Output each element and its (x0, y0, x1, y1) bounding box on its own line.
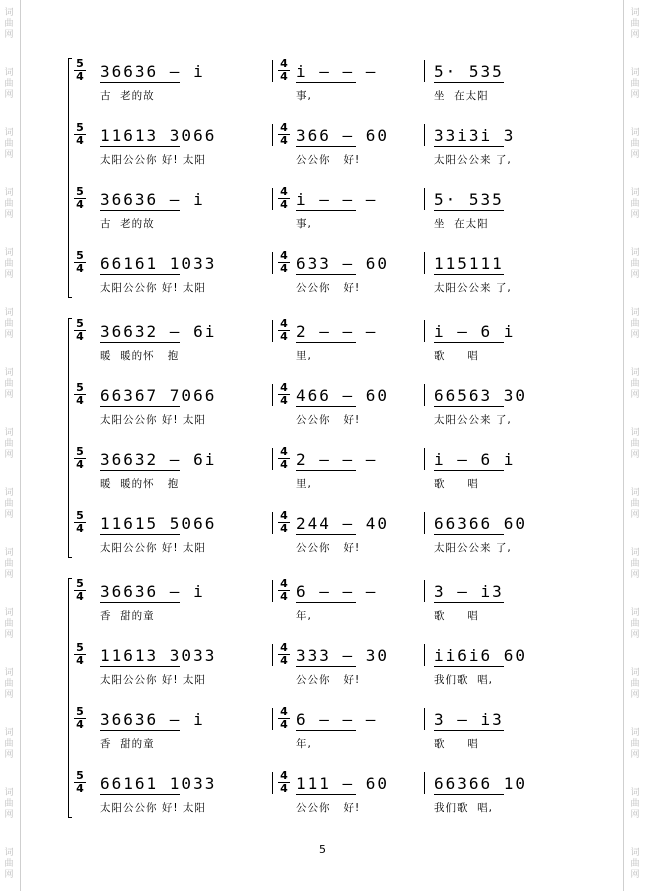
notes-measure-a: 36636 — i (100, 190, 205, 209)
underline-beam (434, 730, 504, 731)
notes-measure-a: 36636 — i (100, 710, 205, 729)
underline-beam (100, 342, 180, 343)
bar-line (424, 772, 425, 794)
time-signature: 5 4 (74, 250, 86, 275)
bar-line (272, 124, 273, 146)
lyrics-a: 太阳公公你 好! 太阳 (100, 154, 206, 166)
time-signature: 5 4 (74, 58, 86, 83)
notes-measure-b: i — — — (296, 190, 378, 209)
watermark-text: 词曲网 (630, 68, 640, 100)
underline-beam (100, 730, 180, 731)
watermark-text: 词曲网 (630, 368, 640, 400)
bar-line (424, 252, 425, 274)
lyrics-a: 太阳公公你 好! 太阳 (100, 802, 206, 814)
bar-line (424, 320, 425, 342)
notes-measure-b: 111 — 60 (296, 774, 390, 793)
notes-measure-b: i — — — (296, 62, 378, 81)
time-signature: 5 4 (74, 446, 86, 471)
underline-beam (296, 534, 356, 535)
notes-measure-c: 3 — i3 (434, 710, 504, 729)
bar-line (424, 644, 425, 666)
bar-line (424, 384, 425, 406)
watermark-text: 词曲网 (4, 668, 14, 700)
time-signature: 4 4 (278, 58, 290, 83)
notes-measure-b: 366 — 60 (296, 126, 390, 145)
score-line (72, 446, 572, 494)
system-2 (72, 318, 572, 574)
lyrics-c: 歌 唱 (434, 350, 479, 362)
bar-line (272, 60, 273, 82)
notes-measure-c: 3 — i3 (434, 582, 504, 601)
underline-beam (100, 274, 180, 275)
time-signature: 4 4 (278, 382, 290, 407)
lyrics-c: 歌 唱 (434, 738, 479, 750)
score-line (72, 706, 572, 754)
watermark-text: 词曲网 (4, 428, 14, 460)
score-line (72, 642, 572, 690)
watermark-text: 词曲网 (4, 248, 14, 280)
underline-beam (296, 730, 356, 731)
lyrics-b: 公公你 好! (296, 542, 361, 554)
underline-beam (100, 534, 180, 535)
notes-measure-a: 36632 — 6i (100, 450, 217, 469)
time-signature: 5 4 (74, 642, 86, 667)
notes-measure-a: 66367 7066 (100, 386, 217, 405)
notes-measure-b: 2 — — — (296, 322, 378, 341)
lyrics-c: 太阳公公来 了, (434, 542, 512, 554)
lyrics-c: 太阳公公来 了, (434, 282, 512, 294)
bar-line (272, 448, 273, 470)
notes-measure-c: 5· 535 (434, 190, 504, 209)
watermark-text: 词曲网 (4, 308, 14, 340)
bar-line (424, 60, 425, 82)
watermark-text: 词曲网 (630, 428, 640, 460)
notes-measure-a: 66161 1033 (100, 774, 217, 793)
page-number: 5 (319, 843, 326, 856)
score-line (72, 186, 572, 234)
notes-measure-b: 6 — — — (296, 582, 378, 601)
lyrics-b: 里, (296, 350, 312, 362)
underline-beam (100, 666, 180, 667)
underline-beam (434, 602, 504, 603)
time-signature: 4 4 (278, 770, 290, 795)
lyrics-a: 太阳公公你 好! 太阳 (100, 414, 206, 426)
notes-measure-b: 6 — — — (296, 710, 378, 729)
time-signature: 5 4 (74, 382, 86, 407)
bar-line (424, 708, 425, 730)
underline-beam (100, 406, 180, 407)
lyrics-c: 坐 在太阳 (434, 218, 489, 230)
underline-beam (434, 342, 504, 343)
lyrics-a: 太阳公公你 好! 太阳 (100, 282, 206, 294)
score-line (72, 382, 572, 430)
notes-measure-a: 11613 3033 (100, 646, 217, 665)
underline-beam (100, 794, 180, 795)
notes-measure-c: 33i3i 3 (434, 126, 516, 145)
notes-measure-b: 333 — 30 (296, 646, 390, 665)
watermark-text: 词曲网 (630, 608, 640, 640)
watermark-left (2, 0, 16, 891)
time-signature: 5 4 (74, 706, 86, 731)
watermark-text: 词曲网 (630, 548, 640, 580)
time-signature: 5 4 (74, 186, 86, 211)
lyrics-b: 公公你 好! (296, 802, 361, 814)
bar-line (272, 512, 273, 534)
underline-beam (434, 794, 504, 795)
watermark-text: 词曲网 (630, 248, 640, 280)
bar-line (272, 384, 273, 406)
bar-line (272, 188, 273, 210)
watermark-text: 词曲网 (630, 728, 640, 760)
underline-beam (434, 534, 504, 535)
watermark-text: 词曲网 (630, 308, 640, 340)
lyrics-c: 我们歌 唱, (434, 802, 494, 814)
time-signature: 4 4 (278, 250, 290, 275)
lyrics-a: 香 甜的童 (100, 738, 155, 750)
notes-measure-c: 66366 10 (434, 774, 528, 793)
notes-measure-b: 244 — 40 (296, 514, 390, 533)
underline-beam (100, 146, 180, 147)
system-1 (72, 58, 572, 314)
lyrics-a: 太阳公公你 好! 太阳 (100, 542, 206, 554)
watermark-text: 词曲网 (4, 548, 14, 580)
notes-measure-c: ii6i6 60 (434, 646, 528, 665)
watermark-text: 词曲网 (630, 668, 640, 700)
watermark-right (628, 0, 642, 891)
score-line (72, 318, 572, 366)
lyrics-b: 公公你 好! (296, 414, 361, 426)
notes-measure-b: 466 — 60 (296, 386, 390, 405)
time-signature: 4 4 (278, 642, 290, 667)
notes-measure-a: 36636 — i (100, 582, 205, 601)
notes-measure-c: 66366 60 (434, 514, 528, 533)
watermark-text: 词曲网 (4, 8, 14, 40)
underline-beam (434, 406, 504, 407)
bar-line (424, 124, 425, 146)
watermark-text: 词曲网 (630, 128, 640, 160)
lyrics-a: 古 老的故 (100, 218, 155, 230)
lyrics-b: 里, (296, 478, 312, 490)
lyrics-a: 古 老的故 (100, 90, 155, 102)
underline-beam (100, 82, 180, 83)
time-signature: 4 4 (278, 446, 290, 471)
lyrics-b: 事, (296, 218, 312, 230)
system-3 (72, 578, 572, 834)
underline-beam (296, 666, 356, 667)
watermark-text: 词曲网 (4, 848, 14, 880)
underline-beam (296, 470, 356, 471)
underline-beam (434, 666, 504, 667)
lyrics-a: 暖 暖的怀 抱 (100, 350, 180, 362)
underline-beam (100, 602, 180, 603)
score-line (72, 510, 572, 558)
notes-measure-b: 633 — 60 (296, 254, 390, 273)
bar-line (424, 580, 425, 602)
bar-line (272, 252, 273, 274)
time-signature: 5 4 (74, 510, 86, 535)
bar-line (272, 644, 273, 666)
underline-beam (296, 82, 356, 83)
notes-measure-b: 2 — — — (296, 450, 378, 469)
time-signature: 4 4 (278, 510, 290, 535)
bar-line (424, 448, 425, 470)
underline-beam (296, 342, 356, 343)
time-signature: 4 4 (278, 706, 290, 731)
time-signature: 4 4 (278, 122, 290, 147)
underline-beam (434, 82, 504, 83)
lyrics-b: 年, (296, 610, 312, 622)
notes-measure-a: 36636 — i (100, 62, 205, 81)
watermark-text: 词曲网 (630, 488, 640, 520)
time-signature: 5 4 (74, 318, 86, 343)
time-signature: 5 4 (74, 122, 86, 147)
lyrics-c: 歌 唱 (434, 610, 479, 622)
watermark-text: 词曲网 (4, 728, 14, 760)
notes-measure-a: 11615 5066 (100, 514, 217, 533)
lyrics-a: 暖 暖的怀 抱 (100, 478, 180, 490)
lyrics-a: 香 甜的童 (100, 610, 155, 622)
lyrics-a: 太阳公公你 好! 太阳 (100, 674, 206, 686)
watermark-text: 词曲网 (4, 608, 14, 640)
score-line (72, 58, 572, 106)
watermark-text: 词曲网 (4, 788, 14, 820)
watermark-text: 词曲网 (4, 128, 14, 160)
underline-beam (296, 602, 356, 603)
lyrics-b: 公公你 好! (296, 674, 361, 686)
bar-line (272, 772, 273, 794)
watermark-text: 词曲网 (4, 188, 14, 220)
watermark-text: 词曲网 (630, 848, 640, 880)
notes-measure-c: 5· 535 (434, 62, 504, 81)
lyrics-c: 太阳公公来 了, (434, 154, 512, 166)
underline-beam (434, 470, 504, 471)
lyrics-c: 我们歌 唱, (434, 674, 494, 686)
bar-line (272, 708, 273, 730)
notes-measure-a: 36632 — 6i (100, 322, 217, 341)
watermark-text: 词曲网 (630, 8, 640, 40)
watermark-text: 词曲网 (4, 368, 14, 400)
score-line (72, 578, 572, 626)
notes-measure-c: 66563 30 (434, 386, 528, 405)
underline-beam (296, 274, 356, 275)
underline-beam (296, 406, 356, 407)
bar-line (424, 188, 425, 210)
underline-beam (296, 794, 356, 795)
time-signature: 4 4 (278, 186, 290, 211)
notes-measure-a: 11613 3066 (100, 126, 217, 145)
notes-measure-a: 66161 1033 (100, 254, 217, 273)
underline-beam (100, 470, 180, 471)
lyrics-b: 公公你 好! (296, 154, 361, 166)
notes-measure-c: i — 6 i (434, 322, 516, 341)
lyrics-b: 公公你 好! (296, 282, 361, 294)
notes-measure-c: 115111 (434, 254, 504, 273)
lyrics-b: 年, (296, 738, 312, 750)
underline-beam (296, 146, 356, 147)
notes-measure-c: i — 6 i (434, 450, 516, 469)
score-line (72, 122, 572, 170)
bar-line (424, 512, 425, 534)
watermark-text: 词曲网 (4, 488, 14, 520)
time-signature: 5 4 (74, 578, 86, 603)
bar-line (272, 580, 273, 602)
lyrics-c: 坐 在太阳 (434, 90, 489, 102)
lyrics-c: 歌 唱 (434, 478, 479, 490)
score-line (72, 250, 572, 298)
score-line (72, 770, 572, 818)
time-signature: 5 4 (74, 770, 86, 795)
lyrics-c: 太阳公公来 了, (434, 414, 512, 426)
underline-beam (434, 210, 504, 211)
watermark-text: 词曲网 (630, 188, 640, 220)
underline-beam (296, 210, 356, 211)
time-signature: 4 4 (278, 578, 290, 603)
underline-beam (434, 146, 504, 147)
watermark-text: 词曲网 (630, 788, 640, 820)
underline-beam (100, 210, 180, 211)
bar-line (272, 320, 273, 342)
underline-beam (434, 274, 504, 275)
time-signature: 4 4 (278, 318, 290, 343)
lyrics-b: 事, (296, 90, 312, 102)
watermark-text: 词曲网 (4, 68, 14, 100)
